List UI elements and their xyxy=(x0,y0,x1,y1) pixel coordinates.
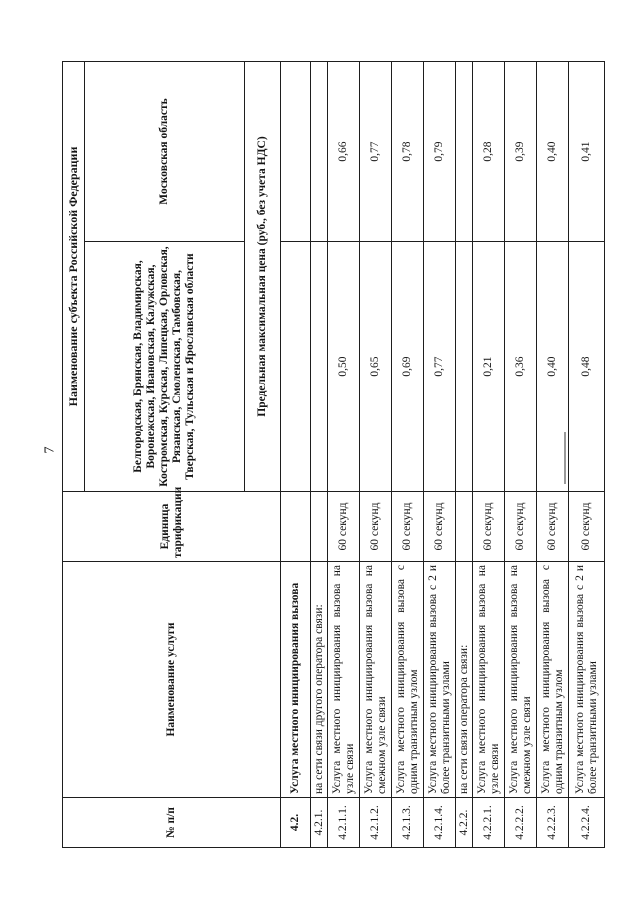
row-price-a: 0,36 xyxy=(505,242,537,492)
row-service: Услуга местного инициирования вызова на смежном узле связи xyxy=(360,562,392,798)
row-unit: 60 секунд xyxy=(537,492,569,562)
row-price-a xyxy=(311,242,328,492)
row-price-b xyxy=(456,62,473,242)
row-price-b: 0,79 xyxy=(424,62,456,242)
table-row xyxy=(473,62,505,848)
row-price-a: 0,77 xyxy=(424,242,456,492)
row-service: на сети связи другого оператора связи: xyxy=(311,562,328,798)
header-price: Предельная максимальная цена (руб., без учета НДС) xyxy=(245,62,281,492)
row-price-b xyxy=(311,62,328,242)
row-price-a: 0,48 xyxy=(569,242,605,492)
tariff-table xyxy=(62,61,605,848)
row-service: Услуга местного инициирования вызова на узле связи xyxy=(473,562,505,798)
row-num: 4.2.1.3. xyxy=(392,798,424,848)
table-row xyxy=(456,62,473,848)
table-row xyxy=(360,62,392,848)
row-price-b: 0,41 xyxy=(569,62,605,242)
row-price-b: 0,78 xyxy=(392,62,424,242)
row-num: 4.2.1. xyxy=(311,798,328,848)
row-unit: 60 секунд xyxy=(328,492,360,562)
row-price-a: 0,69 xyxy=(392,242,424,492)
row-price-a: 0,50 xyxy=(328,242,360,492)
header-regions-b: Московская область xyxy=(85,62,245,242)
row-num: 4.2.1.2. xyxy=(360,798,392,848)
row-price-b: 0,66 xyxy=(328,62,360,242)
row-unit: 60 секунд xyxy=(473,492,505,562)
row-num: 4.2.1.4. xyxy=(424,798,456,848)
row-price-b: 0,77 xyxy=(360,62,392,242)
table-row xyxy=(328,62,360,848)
table-row xyxy=(311,62,328,848)
row-unit: 60 секунд xyxy=(360,492,392,562)
row-price-a: 0,21 xyxy=(473,242,505,492)
row-price-b: 0,28 xyxy=(473,62,505,242)
table-row xyxy=(424,62,456,848)
table-row xyxy=(537,62,569,848)
row-price-a: 0,65 xyxy=(360,242,392,492)
header-regions-a: Белгородская, Брянская, Владимирская, Воронежская, Ивановская, Калужская, Костромская, Курская, Липецкая, Орловская, Рязанская, Смоленская, Тамбовская, Тверская, Тульская и Ярославская области xyxy=(85,242,245,492)
row-service: Услуга местного инициирования вызова с одним транзитным узлом xyxy=(537,562,569,798)
row-service: Услуга местного инициирования вызова с 2 и более транзитными узлами xyxy=(569,562,605,798)
row-unit xyxy=(311,492,328,562)
row-num: 4.2.2.1. xyxy=(473,798,505,848)
header-service: Наименование услуги xyxy=(63,562,281,798)
row-unit: 60 секунд xyxy=(392,492,424,562)
row-service: на сети связи оператора связи: xyxy=(456,562,473,798)
row-unit: 60 секунд xyxy=(505,492,537,562)
row-service: Услуга местного инициирования вызова xyxy=(281,562,311,798)
row-unit: 60 секунд xyxy=(569,492,605,562)
table-row xyxy=(505,62,537,848)
page-number: 7 xyxy=(42,446,57,454)
row-price-a xyxy=(456,242,473,492)
row-num: 4.2.1.1. xyxy=(328,798,360,848)
header-num: № п/п xyxy=(63,798,281,848)
row-unit: 60 секунд xyxy=(424,492,456,562)
row-price-a: 0,40 xyxy=(537,242,569,492)
table-row xyxy=(392,62,424,848)
row-num: 4.2.2.4. xyxy=(569,798,605,848)
row-num: 4.2.2.2. xyxy=(505,798,537,848)
row-price-a xyxy=(281,242,311,492)
row-service: Услуга местного инициирования вызова на узле связи xyxy=(328,562,360,798)
rotated-table-container xyxy=(62,62,599,848)
table-row xyxy=(281,62,311,848)
row-service: Услуга местного инициирования вызова на смежном узле связи xyxy=(505,562,537,798)
row-service: Услуга местного инициирования вызова с 2 и более транзитными узлами xyxy=(424,562,456,798)
row-num: 4.2.2. xyxy=(456,798,473,848)
row-unit xyxy=(456,492,473,562)
table-row xyxy=(569,62,605,848)
row-num: 4.2. xyxy=(281,798,311,848)
row-price-b: 0,40 xyxy=(537,62,569,242)
header-region-group: Наименование субъекта Российской Федерации xyxy=(63,62,85,492)
header-unit: Единица тарификации xyxy=(63,492,281,562)
row-service: Услуга местного инициирования вызова с одним транзитным узлом xyxy=(392,562,424,798)
row-price-b: 0,39 xyxy=(505,62,537,242)
row-num: 4.2.2.3. xyxy=(537,798,569,848)
row-price-b xyxy=(281,62,311,242)
row-unit xyxy=(281,492,311,562)
